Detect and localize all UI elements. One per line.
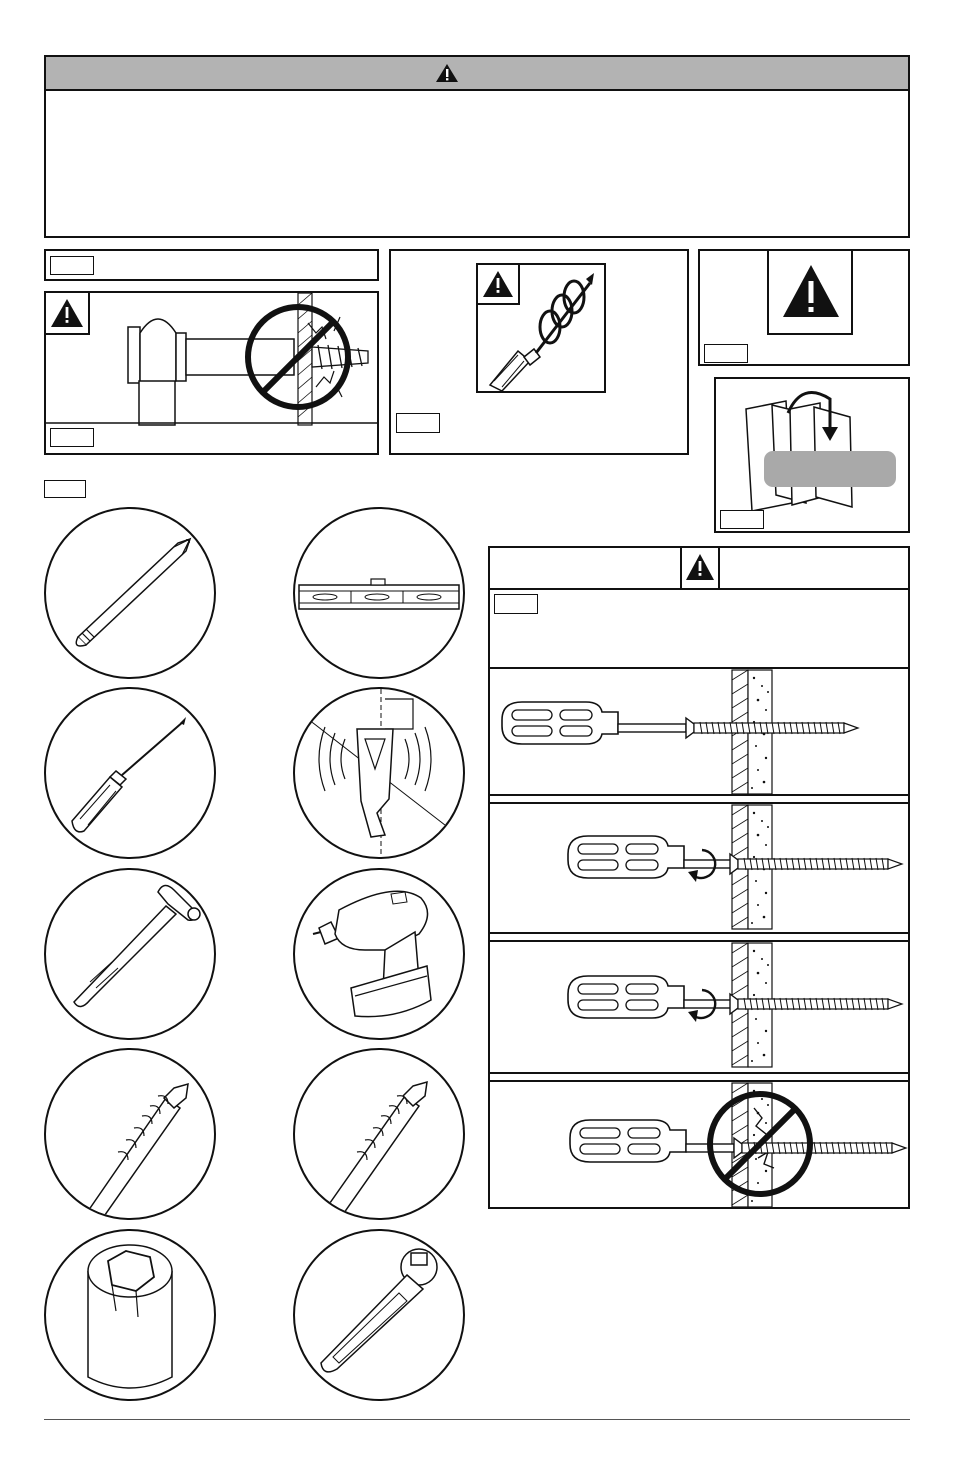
warning-triangle-icon [435, 63, 459, 83]
footer-divider [44, 1419, 910, 1420]
tag-label [704, 344, 748, 363]
stripped-screw-illustration [46, 293, 377, 453]
socket-icon [44, 1229, 216, 1401]
tag-label [396, 413, 440, 433]
tag-label [720, 510, 764, 529]
large-warning-panel [698, 249, 910, 366]
warning-badge [46, 293, 90, 335]
ratchet-wrench-icon [293, 1229, 465, 1401]
drill-illustration-frame [476, 263, 606, 393]
tools-tag [44, 480, 86, 498]
top-warning-box [44, 55, 910, 238]
drill-bit-icon [44, 1048, 216, 1220]
warning-triangle-icon [478, 265, 518, 303]
hammer-icon [44, 868, 216, 1040]
power-drill-icon [293, 868, 465, 1040]
stripped-screw-panel [44, 291, 379, 455]
manual-label-button [764, 451, 896, 487]
screw-steps-illustration [490, 548, 908, 1207]
screw-warning-panel [488, 546, 910, 1209]
warning-triangle-icon [769, 251, 853, 335]
manual-panel [714, 377, 910, 533]
warning-badge [478, 265, 520, 305]
warning-header-bar [46, 57, 908, 91]
warning-sign-frame [767, 251, 853, 335]
drill-caution-panel [389, 249, 689, 455]
tag-label [50, 256, 94, 275]
tag-label [50, 428, 94, 447]
level-icon [293, 507, 465, 679]
pencil-icon [44, 507, 216, 679]
screwdriver-icon [44, 687, 216, 859]
drill-bit-icon [293, 1048, 465, 1220]
warning-triangle-icon [46, 293, 88, 333]
label-strip [44, 249, 379, 281]
stud-finder-icon [293, 687, 465, 859]
